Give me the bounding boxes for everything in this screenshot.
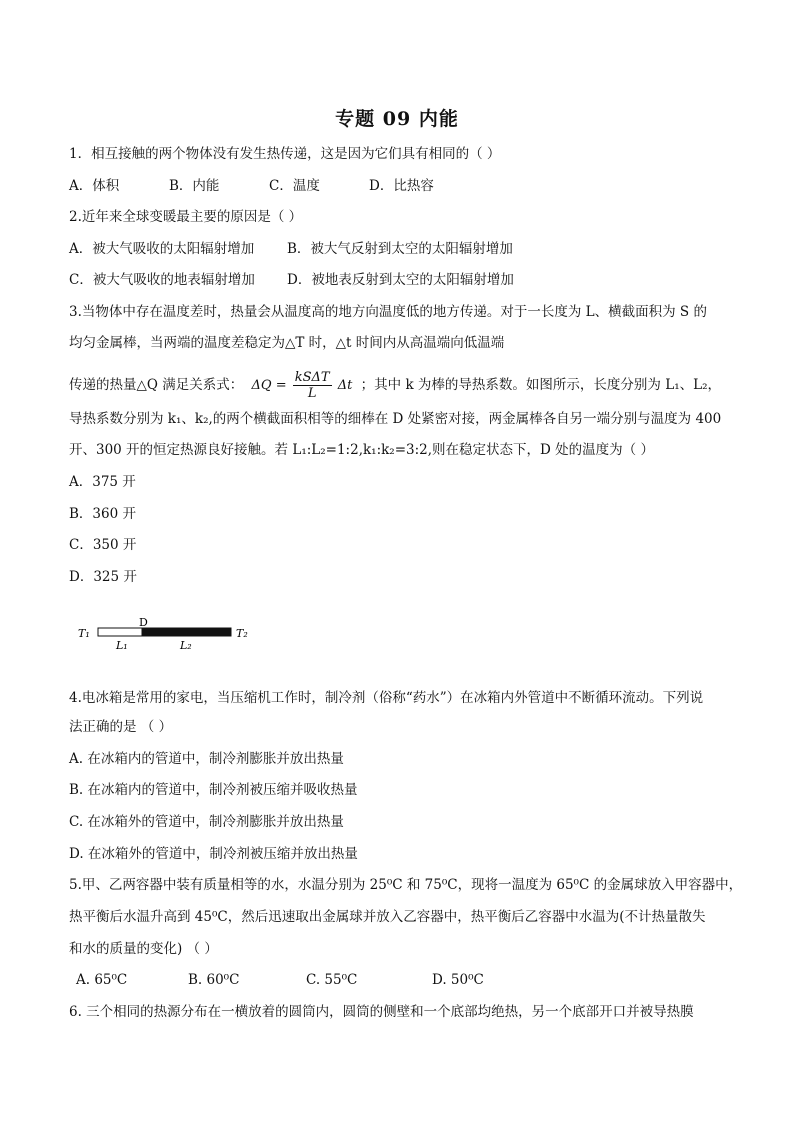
q1-stem: 1．相互接触的两个物体没有发生热传递，这是因为它们具有相同的（ ） bbox=[69, 146, 501, 162]
q2-options-row1 bbox=[69, 240, 513, 258]
q3-option-a: A．375 开 bbox=[69, 474, 136, 490]
q2-options-row2 bbox=[69, 271, 514, 289]
q4-option-c: C. 在冰箱外的管道中，制冷剂膨胀并放出热量 bbox=[69, 814, 344, 830]
heat-formula bbox=[252, 370, 353, 401]
formula-denominator: L bbox=[307, 386, 317, 401]
formula-fraction bbox=[293, 370, 332, 401]
q5-option-a: A. 65⁰C bbox=[76, 972, 128, 988]
q4-option-d: D. 在冰箱外的管道中，制冷剂被压缩并放出热量 bbox=[69, 846, 358, 862]
q1-option-b: B．内能 bbox=[169, 178, 220, 194]
q3-option-c: C．350 开 bbox=[69, 537, 137, 553]
q5-option-c: C. 55⁰C bbox=[306, 972, 358, 988]
q1-option-c: C．温度 bbox=[269, 178, 320, 194]
q4-line1: 4.电冰箱是常用的家电，当压缩机工作时，制冷剂（俗称“药水”）在冰箱内外管道中不断循环流动。下列说 bbox=[69, 690, 704, 706]
q5-option-b: B. 60⁰C bbox=[188, 972, 240, 988]
rod-l2 bbox=[142, 628, 231, 636]
q2-stem: 2.近年来全球变暖最主要的原因是（ ） bbox=[69, 209, 303, 225]
q6-line1: 6. 三个相同的热源分布在一横放着的圆筒内，圆筒的侧壁和一个底部均绝热，另一个底部开口并被导热膜 bbox=[69, 1004, 694, 1020]
q3-line1: 3.当物体中存在温度差时，热量会从温度高的地方向温度低的地方传递。对于一长度为 L、横截面积为 S 的 bbox=[69, 304, 707, 320]
q1-option-d: D．比热容 bbox=[369, 178, 434, 194]
q3-line2: 均匀金属棒，当两端的温度差稳定为△T 时，△t 时间内从高温端向低温端 bbox=[69, 335, 505, 351]
q3-line5: 开、300 开的恒定热源良好接触。若 L₁:L₂=1:2,k₁:k₂=3:2,则在稳定状态下，D 处的温度为（ ） bbox=[69, 442, 654, 458]
q2-option-d: D．被地表反射到太空的太阳辐射增加 bbox=[287, 272, 514, 288]
q3-option-d: D．325 开 bbox=[69, 569, 137, 585]
q5-option-d: D. 50⁰C bbox=[432, 972, 484, 988]
q5-line2: 热平衡后水温升高到 45⁰C，然后迅速取出金属球并放入乙容器中，热平衡后乙容器中水温为(不计热量散失 bbox=[69, 909, 706, 925]
page-title: 专题 09 内能 bbox=[335, 108, 459, 130]
formula-rhs: Δt bbox=[337, 378, 353, 393]
q3-line3-pre: 传递的热量△Q 满足关系式： bbox=[69, 377, 244, 393]
q3-line4: 导热系数分别为 k₁、k₂,的两个横截面积相等的细棒在 D 处紧密对接，两金属棒各自另一端分别与温度为 400 bbox=[69, 411, 722, 427]
q4-option-a: A. 在冰箱内的管道中，制冷剂膨胀并放出热量 bbox=[69, 751, 344, 767]
q5-line3: 和水的质量的变化) （ ） bbox=[69, 941, 218, 957]
q2-option-b: B．被大气反射到太空的太阳辐射增加 bbox=[287, 241, 513, 257]
q4-line2: 法正确的是 （ ） bbox=[69, 719, 173, 735]
d-label: D bbox=[139, 617, 148, 629]
q4-option-b: B. 在冰箱内的管道中，制冷剂被压缩并吸收热量 bbox=[69, 782, 358, 798]
q2-option-c: C．被大气吸收的地表辐射增加 bbox=[69, 272, 255, 288]
formula-numerator: kSΔT bbox=[294, 370, 330, 385]
q3-line3-post: ；其中 k 为棒的导热系数。如图所示，长度分别为 L₁、L₂， bbox=[360, 377, 721, 393]
q3-option-b: B．360 开 bbox=[69, 506, 136, 522]
q1-option-a: A．体积 bbox=[69, 178, 120, 194]
t2-label: T₂ bbox=[236, 627, 248, 640]
l2-label: L₂ bbox=[180, 639, 192, 652]
q5-line1: 5.甲、乙两容器中装有质量相等的水，水温分别为 25⁰C 和 75⁰C，现将一温度为 65⁰C 的金属球放入甲容器中， bbox=[69, 877, 743, 893]
formula-lhs: ΔQ = bbox=[251, 378, 287, 393]
rod-diagram bbox=[76, 617, 266, 657]
q5-options bbox=[76, 971, 484, 989]
q2-option-a: A．被大气吸收的太阳辐射增加 bbox=[69, 241, 255, 257]
q3-line3 bbox=[69, 370, 721, 401]
rod-l1 bbox=[98, 628, 142, 636]
q1-options bbox=[69, 177, 434, 195]
t1-label: T₁ bbox=[78, 627, 90, 640]
l1-label: L₁ bbox=[116, 639, 128, 652]
